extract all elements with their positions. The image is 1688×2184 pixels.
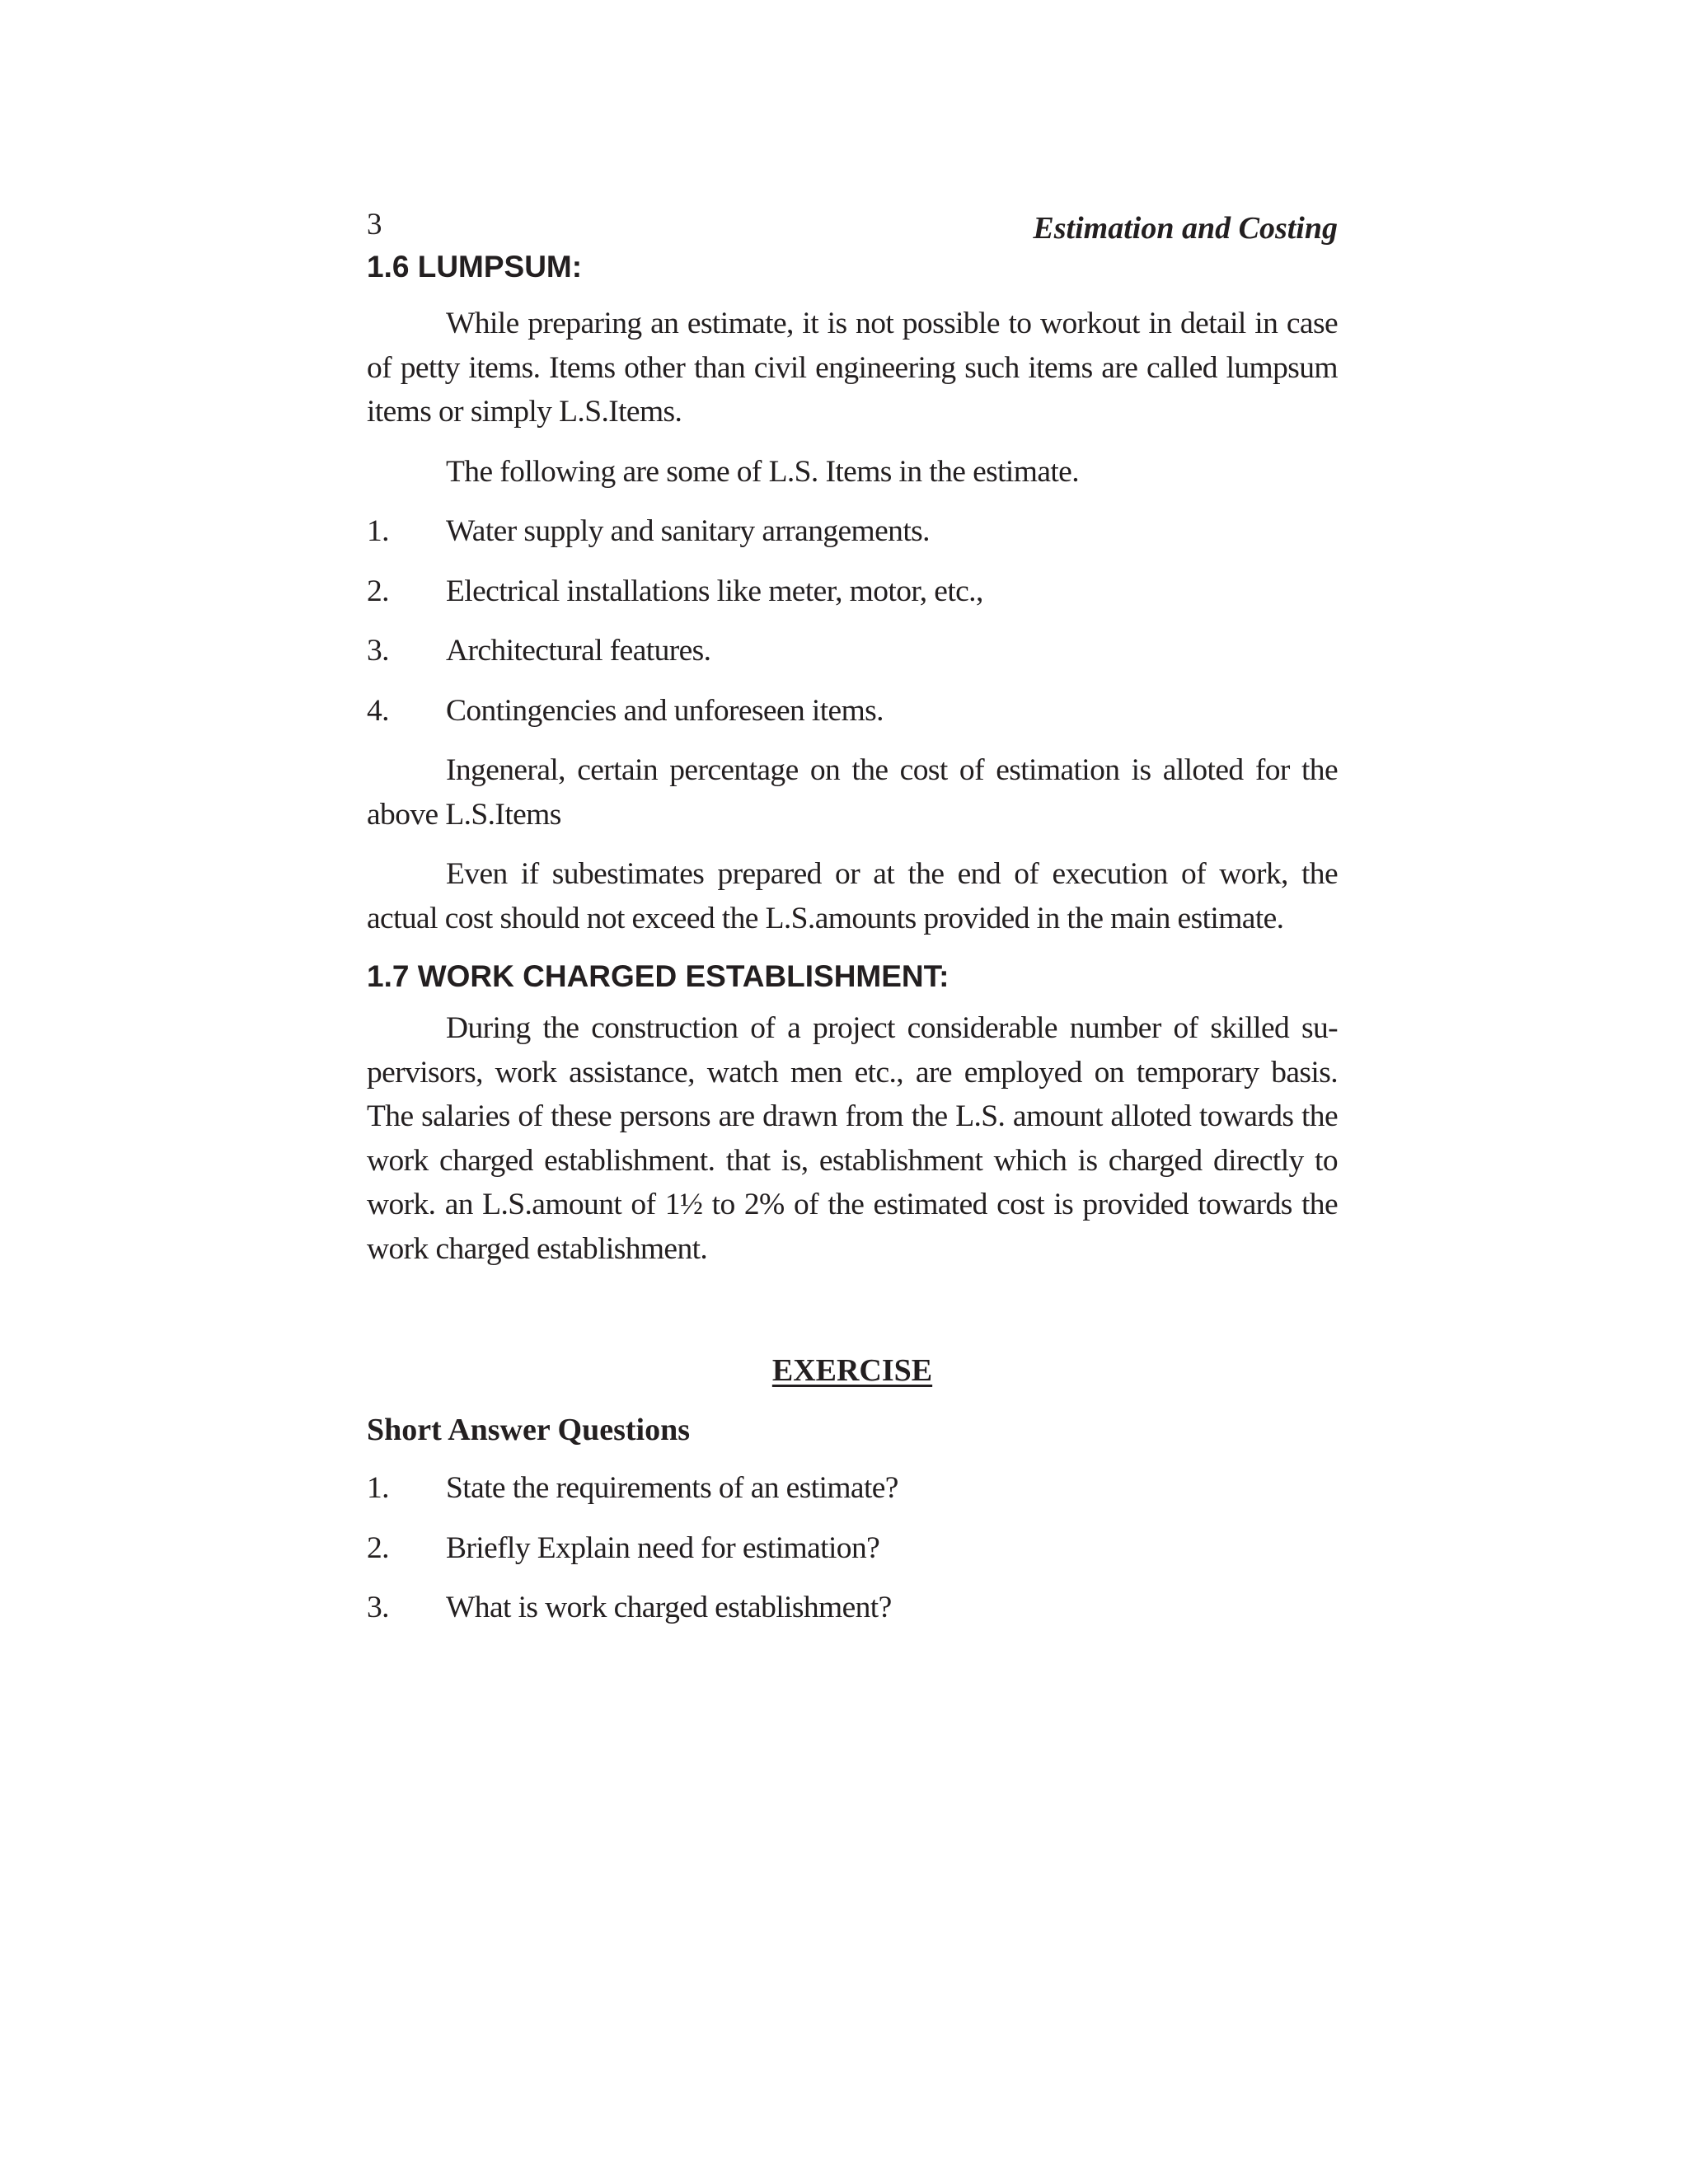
question-item <box>367 1526 1338 1571</box>
question-number: 2. <box>367 1530 389 1565</box>
lumpsum-paragraph-percentage: Ingeneral, certain percentage on the cost of estimation is alloted for the above L.S.Items <box>367 753 1338 832</box>
list-item <box>367 629 1338 673</box>
list-item-text: Architectural features. <box>446 634 711 668</box>
question-text: Briefly Explain need for estimation? <box>446 1530 880 1565</box>
list-item <box>367 569 1338 614</box>
page-number: 3 <box>367 208 382 241</box>
question-text: State the requirements of an estimate? <box>446 1471 898 1505</box>
question-item <box>367 1586 1338 1630</box>
work-charged-paragraph: During the construction of a project considerable number of skilled su-pervisors, work assistance, watch men etc., are employed on temporary basis. The salaries of these persons are drawn from the L.S. amount alloted towards the work charged establishment. that is, establishment which is charged directly to work. an L.S.amount of 1½ to 2% of the estimated cost is provided towards the work charged establishment. <box>367 1011 1338 1266</box>
question-number: 1. <box>367 1471 389 1505</box>
exercise-heading: EXERCISE <box>771 1353 933 1388</box>
question-number: 3. <box>367 1591 389 1624</box>
list-item <box>367 509 1338 554</box>
list-item <box>367 689 1338 733</box>
list-item-number: 2. <box>367 574 389 608</box>
list-item-number: 4. <box>367 693 389 728</box>
book-title: Estimation and Costing <box>1033 211 1338 246</box>
list-item-text: Water supply and sanitary arrangements. <box>446 514 930 548</box>
list-item-text: Contingencies and unforeseen items. <box>446 693 884 728</box>
question-item <box>367 1466 1338 1511</box>
list-item-text: Electrical installations like meter, motor, etc., <box>446 574 983 608</box>
questions-list <box>367 1466 1338 1630</box>
running-header <box>367 204 1338 246</box>
document-page <box>367 204 1338 1630</box>
lumpsum-paragraph-list-intro: The following are some of L.S. Items in the estimate. <box>446 454 1080 489</box>
list-item-number: 3. <box>367 634 389 668</box>
lumpsum-paragraph-intro: While preparing an estimate, it is not possible to workout in detail in case of petty items. Items other than civil engineering such items are called lumpsum items or simply L.S.Items. <box>367 307 1338 429</box>
ls-items-list <box>367 509 1338 733</box>
section-heading-work-charged: 1.7 WORK CHARGED ESTABLISHMENT: <box>367 959 950 993</box>
question-text: What is work charged establishment? <box>446 1591 892 1624</box>
list-item-number: 1. <box>367 514 389 548</box>
lumpsum-paragraph-subestimates: Even if subestimates prepared or at the end of execution of work, the actual cost should not exceed the L.S.amounts provided in the main estimate. <box>367 857 1338 935</box>
section-heading-lumpsum: 1.6 LUMPSUM: <box>367 250 583 284</box>
short-answer-questions-heading: Short Answer Questions <box>367 1413 691 1447</box>
